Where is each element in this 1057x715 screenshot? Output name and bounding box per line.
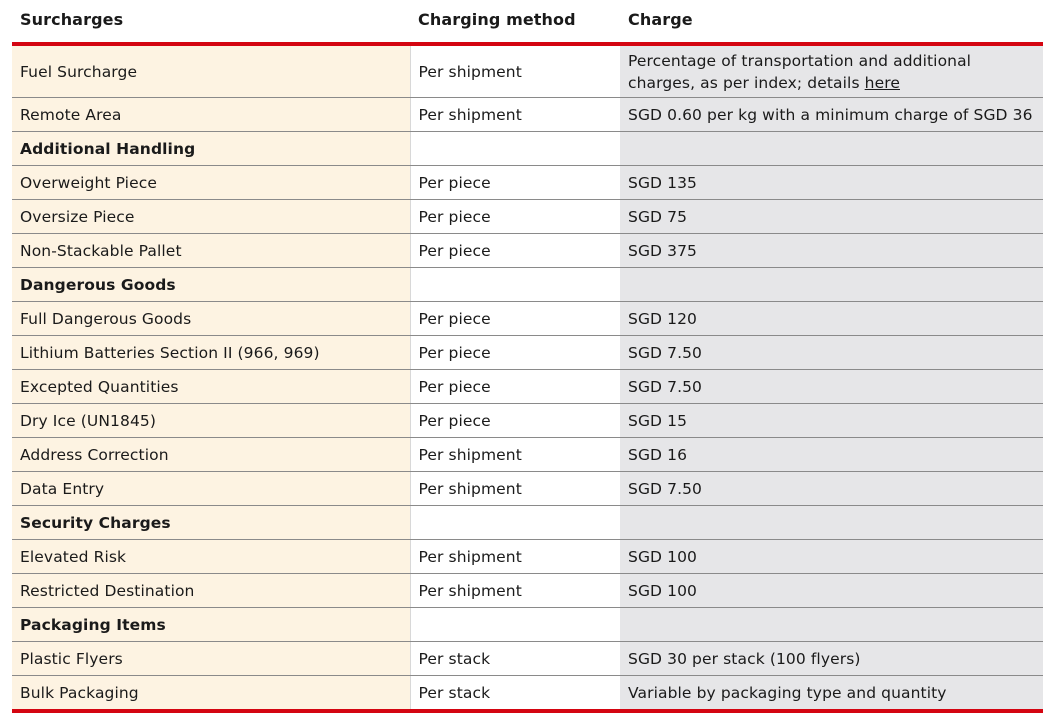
row-charging-method: [410, 268, 620, 302]
row-surcharge-name: Address Correction: [12, 438, 410, 472]
row-surcharge-name: Remote Area: [12, 98, 410, 132]
row-charging-method: [410, 132, 620, 166]
table-header-row: [12, 0, 1043, 44]
row-charging-method: Per piece: [410, 166, 620, 200]
table-row: [12, 472, 1043, 506]
row-charge: [620, 608, 1043, 642]
row-charging-method: Per piece: [410, 336, 620, 370]
table-row: [12, 540, 1043, 574]
row-charging-method: Per piece: [410, 370, 620, 404]
row-surcharge-name: Fuel Surcharge: [12, 44, 410, 98]
section-title: Packaging Items: [12, 608, 410, 642]
section-header-row: [12, 608, 1043, 642]
row-charging-method: Per piece: [410, 200, 620, 234]
row-surcharge-name: Non-Stackable Pallet: [12, 234, 410, 268]
table-row: [12, 438, 1043, 472]
row-charging-method: Per shipment: [410, 574, 620, 608]
table-row: [12, 44, 1043, 98]
row-surcharge-name: Data Entry: [12, 472, 410, 506]
section-title: Dangerous Goods: [12, 268, 410, 302]
row-charging-method: Per shipment: [410, 472, 620, 506]
row-charge: SGD 7.50: [620, 370, 1043, 404]
row-charge-cell: [620, 44, 1043, 98]
header-charging-method: Charging method: [410, 0, 620, 44]
row-charging-method: Per piece: [410, 404, 620, 438]
section-header-row: [12, 506, 1043, 540]
row-charge: SGD 30 per stack (100 flyers): [620, 642, 1043, 676]
row-charge: SGD 100: [620, 574, 1043, 608]
row-charge: Percentage of transportation and additional charges, as per index; details: [628, 51, 972, 92]
row-charging-method: Per shipment: [410, 540, 620, 574]
row-charge: SGD 120: [620, 302, 1043, 336]
table-row: [12, 574, 1043, 608]
header-surcharges: Surcharges: [12, 0, 410, 44]
table-row: [12, 404, 1043, 438]
row-charging-method: Per shipment: [410, 98, 620, 132]
row-charge: SGD 7.50: [620, 472, 1043, 506]
row-charge: [620, 506, 1043, 540]
header-charge: Charge: [620, 0, 1043, 44]
row-charge: SGD 15: [620, 404, 1043, 438]
row-charging-method: Per shipment: [410, 438, 620, 472]
row-charge: Variable by packaging type and quantity: [620, 676, 1043, 712]
row-charging-method: [410, 608, 620, 642]
section-title: Additional Handling: [12, 132, 410, 166]
section-header-row: [12, 132, 1043, 166]
row-surcharge-name: Elevated Risk: [12, 540, 410, 574]
table-row: [12, 166, 1043, 200]
row-charge: SGD 0.60 per kg with a minimum charge of SGD 36: [620, 98, 1043, 132]
table-row: [12, 98, 1043, 132]
section-title: Security Charges: [12, 506, 410, 540]
row-surcharge-name: Bulk Packaging: [12, 676, 410, 712]
table-row: [12, 302, 1043, 336]
row-charging-method: [410, 506, 620, 540]
table-row: [12, 676, 1043, 712]
table-row: [12, 200, 1043, 234]
section-header-row: [12, 268, 1043, 302]
row-surcharge-name: Plastic Flyers: [12, 642, 410, 676]
row-charge: SGD 16: [620, 438, 1043, 472]
row-surcharge-name: Restricted Destination: [12, 574, 410, 608]
table-row: [12, 642, 1043, 676]
row-charge: [620, 268, 1043, 302]
row-surcharge-name: Full Dangerous Goods: [12, 302, 410, 336]
row-charge: SGD 375: [620, 234, 1043, 268]
table-row: [12, 370, 1043, 404]
row-charging-method: Per piece: [410, 234, 620, 268]
row-surcharge-name: Oversize Piece: [12, 200, 410, 234]
table-row: [12, 234, 1043, 268]
table-row: [12, 336, 1043, 370]
row-charging-method: Per piece: [410, 302, 620, 336]
row-charge: [620, 132, 1043, 166]
row-surcharge-name: Overweight Piece: [12, 166, 410, 200]
row-surcharge-name: Dry Ice (UN1845): [12, 404, 410, 438]
row-surcharge-name: Excepted Quantities: [12, 370, 410, 404]
row-charge: SGD 135: [620, 166, 1043, 200]
row-charging-method: Per shipment: [410, 44, 620, 98]
surcharges-table: [12, 0, 1043, 713]
fuel-surcharge-details-link[interactable]: here: [864, 73, 900, 92]
row-surcharge-name: Lithium Batteries Section II (966, 969): [12, 336, 410, 370]
row-charging-method: Per stack: [410, 642, 620, 676]
row-charge: SGD 7.50: [620, 336, 1043, 370]
row-charge: SGD 100: [620, 540, 1043, 574]
row-charging-method: Per stack: [410, 676, 620, 712]
row-charge: SGD 75: [620, 200, 1043, 234]
